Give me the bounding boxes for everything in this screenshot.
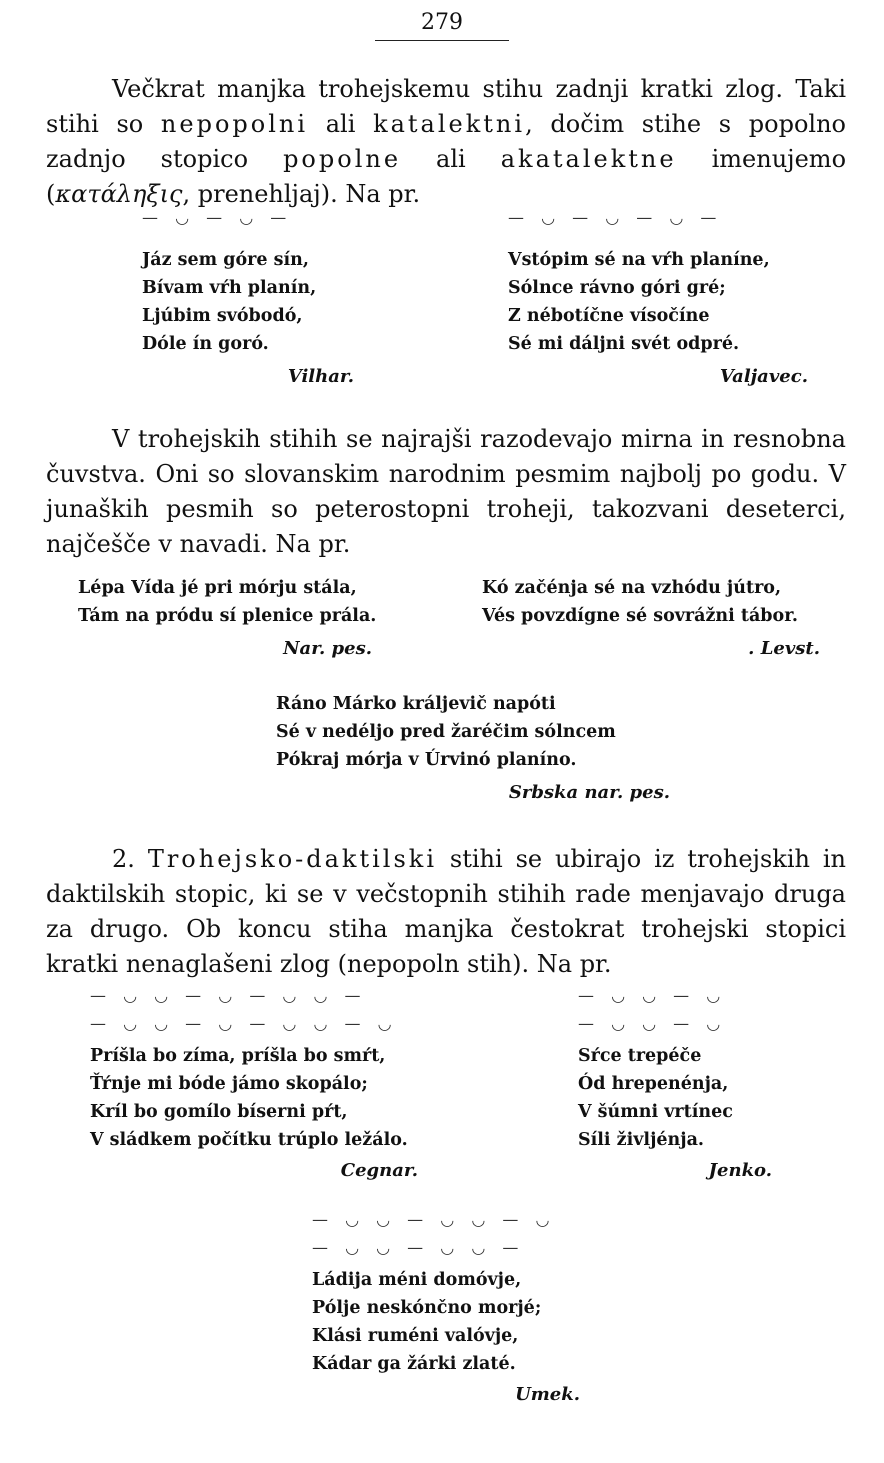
poem-jenko	[578, 1042, 733, 1154]
verse-line: Ód hrepenénja,	[578, 1074, 729, 1094]
meter-scheme-right-3a: — ◡ ◡ — ◡	[578, 986, 727, 1005]
author-jenko: Jenko.	[708, 1160, 772, 1181]
verse-line: Sólnce rávno góri gré;	[508, 278, 726, 298]
verse-line: Síli življénja.	[578, 1130, 705, 1150]
verse-line: Jáz sem góre sín,	[142, 250, 309, 270]
term-trohejsko-daktilski: Trohejsko-daktilski	[147, 845, 438, 873]
author-umek: Umek.	[515, 1384, 580, 1405]
meter-scheme-left-3b: — ◡ ◡ — ◡ — ◡ ◡ — ◡	[90, 1014, 398, 1033]
verse-line: Kó začénja sé na vzhódu jútro,	[482, 578, 782, 598]
verse-line: Sŕce trepéče	[578, 1046, 702, 1066]
meter-scheme-center-3b: — ◡ ◡ — ◡ ◡ —	[312, 1238, 525, 1257]
poem-umek	[312, 1266, 541, 1378]
verse-line: Bívam vŕh planín,	[142, 278, 317, 298]
verse-line: Ljúbim svóbodó,	[142, 306, 303, 326]
term-akatalektne: akatalektne	[500, 145, 677, 173]
paragraph-trochaic-dactylic: 2. Trohejsko-daktilski stihi se ubirajo iz trohejskih in daktilskih stopic, ki se v večstopnih stihih rade menjavajo druga za drugo. Ob koncu stiha manjka čestokrat trohejski stopici kratki nenaglašeni zlog (nepopoln stih). Na pr.	[46, 845, 847, 978]
meter-scheme-left-1: — ◡ — ◡ —	[142, 208, 293, 227]
verse-line: Dóle ín goró.	[142, 334, 269, 354]
poem-vilhar	[142, 246, 316, 358]
verse-line: Klási ruméni valóvje,	[312, 1326, 519, 1346]
verse-line: Sé mi dáljni svét odpré.	[508, 334, 740, 354]
poem-marko	[276, 690, 616, 774]
verse-line: Pókraj mórja v Úrvinó planíno.	[276, 750, 577, 770]
paragraph-trochaic-feeling: V trohejskih stihih se najrajši razodevajo mirna in resnobna čuvstva. Oni so slovanskim narodnim pesmim najbolj po godu. V junaških pesmih so peterostopni troheji, takozvani deseterci, najčešče v navadi. Na pr.	[46, 425, 846, 558]
term-katalektni: katalektni	[373, 110, 526, 138]
meter-scheme-center-3a: — ◡ ◡ — ◡ ◡ — ◡	[312, 1210, 556, 1229]
page-number: 279	[421, 10, 463, 35]
paragraph-catalectic: Večkrat manjka trohejskemu stihu zadnji kratki zlog. Taki stihi so nepopolni ali katalektni, dočim stihe s popolno zadnjo stopico popolne ali akatalektne imenujemo (κατάληξις, prenehljaj). Na pr.	[46, 75, 847, 208]
author-vilhar: Vilhar.	[287, 366, 354, 387]
poem-cegnar	[90, 1042, 408, 1154]
verse-line: Vés povzdígne sé sovrážni tábor.	[482, 606, 798, 626]
term-nepopolni: nepopolni	[160, 110, 309, 138]
verse-line: Pólje neskónčno morjé;	[312, 1298, 542, 1318]
verse-line: Príšla bo zíma, príšla bo smŕt,	[90, 1046, 386, 1066]
header-rule	[375, 40, 509, 41]
verse-line: Kríl bo gomílo bíserni pŕt,	[90, 1102, 348, 1122]
term-popolne: popolne	[283, 145, 402, 173]
author-nar-pes: Nar. pes.	[283, 638, 372, 659]
greek-term: κατάληξις	[55, 180, 183, 208]
verse-line: Tám na pródu sí plenice prála.	[78, 606, 377, 626]
verse-line: Ládija méni domóvje,	[312, 1270, 522, 1290]
verse-line: Ťŕnje mi bóde jámo skopálo;	[90, 1074, 368, 1094]
poem-valjavec	[508, 246, 770, 358]
meter-scheme-left-3a: — ◡ ◡ — ◡ — ◡ ◡ —	[90, 986, 367, 1005]
verse-line: Kádar ga žárki zlaté.	[312, 1354, 516, 1374]
verse-line: Lépa Vída jé pri mórju stála,	[78, 578, 357, 598]
author-valjavec: Valjavec.	[719, 366, 808, 387]
verse-line: V šúmni vrtínec	[578, 1102, 733, 1122]
verse-line: V sládkem počítku trúplo ležálo.	[90, 1130, 408, 1150]
verse-line: Ráno Márko králjevič napóti	[276, 694, 556, 714]
author-levstik: . Levst.	[748, 638, 820, 659]
poem-levstik	[482, 574, 798, 630]
meter-scheme-right-3b: — ◡ ◡ — ◡	[578, 1014, 727, 1033]
poem-lepa-vida	[78, 574, 376, 630]
verse-line: Z nébotíčne vísočíne	[508, 306, 710, 326]
author-srbska-nar-pes: Srbska nar. pes.	[508, 782, 670, 803]
author-cegnar: Cegnar.	[340, 1160, 418, 1181]
verse-line: Vstópim sé na vŕh planíne,	[508, 250, 770, 270]
meter-scheme-right-1: — ◡ — ◡ — ◡ —	[508, 208, 723, 227]
verse-line: Sé v nedéljo pred žaréčim sólncem	[276, 722, 616, 742]
